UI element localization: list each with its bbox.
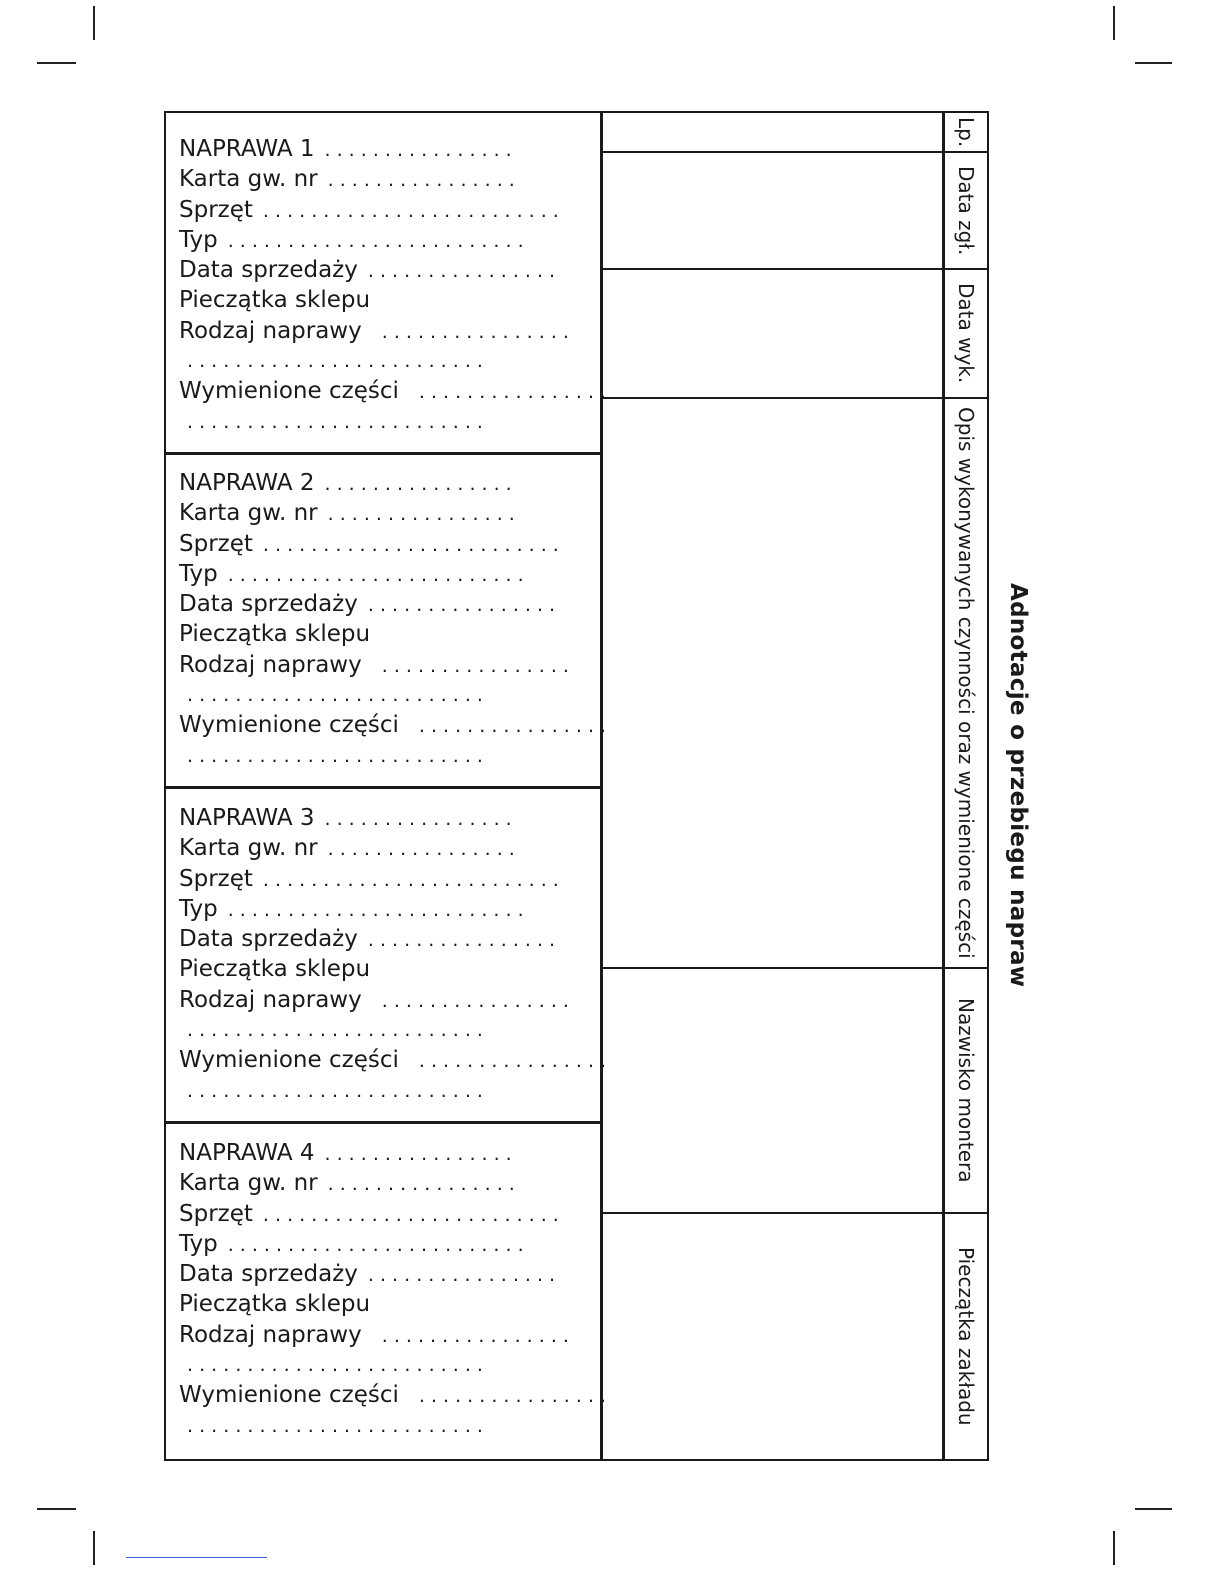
dotted-field: . . . . . . . . . . . . . . . . xyxy=(418,1050,607,1073)
field-label: Wymienione części xyxy=(179,1382,399,1409)
dotted-field: . . . . . . . . . . . . . . . . xyxy=(327,169,515,192)
lp-cell[interactable] xyxy=(603,113,942,151)
dotted-field: . . . . . . . . . . . . . . . . xyxy=(367,929,556,952)
dotted-field: . . . . . . . . . . . . . . . . xyxy=(381,1324,569,1347)
dotted-field: . . . . . . . . . . . . . . . . . . . . . . . . . xyxy=(187,744,483,767)
sprzet-field[interactable] xyxy=(179,864,559,894)
link-underline xyxy=(126,1557,267,1558)
dotted-field: . . . . . . . . . . . . . . . . . . . . . . . . . xyxy=(262,868,559,891)
rodzaj-naprawy-cont[interactable] xyxy=(179,680,552,710)
crop-mark xyxy=(37,62,76,64)
data-sprzedazy-field[interactable] xyxy=(179,924,556,954)
dotted-field: . . . . . . . . . . . . . . . . . . . . . . . . . xyxy=(187,1354,483,1377)
wymienione-czesci-cont[interactable] xyxy=(179,741,552,771)
dotted-field: . . . . . . . . . . . . . . . . xyxy=(324,139,512,161)
dotted-field: . . . . . . . . . . . . . . . . xyxy=(327,503,515,526)
dotted-field: . . . . . . . . . . . . . . . . . . . . . . . . . xyxy=(262,1203,559,1226)
field-label: Typ xyxy=(179,1230,218,1257)
opis-cell[interactable] xyxy=(603,399,942,967)
rodzaj-naprawy-cont[interactable] xyxy=(179,1350,552,1380)
typ-field[interactable] xyxy=(179,1229,552,1259)
dotted-field: . . . . . . . . . . . . . . . . . . . . . . . . . xyxy=(187,1019,483,1042)
header-data-zgl xyxy=(944,153,988,268)
pieczatka-zakladu-cell[interactable] xyxy=(603,1214,942,1458)
field-label: Typ xyxy=(179,895,218,922)
dotted-field: . . . . . . . . . . . . . . . . xyxy=(324,1143,512,1165)
sprzet-field[interactable] xyxy=(179,529,559,559)
dotted-field: . . . . . . . . . . . . . . . . . . . . . . . . . xyxy=(187,684,483,707)
field-label: Data sprzedaży xyxy=(179,591,358,618)
repair-block-1 xyxy=(166,113,607,437)
dotted-field: . . . . . . . . . . . . . . . . xyxy=(381,989,569,1012)
wymienione-czesci-cont[interactable] xyxy=(179,1076,552,1106)
dotted-field: . . . . . . . . . . . . . . . . . . . . . . . . . xyxy=(227,563,524,586)
crop-mark xyxy=(1113,6,1115,40)
karta-field[interactable] xyxy=(179,833,552,863)
pieczatka-sklepu-field[interactable] xyxy=(179,954,552,984)
repair-heading-text: NAPRAWA 1 xyxy=(179,136,315,162)
repair-heading-text: NAPRAWA 2 xyxy=(179,470,315,496)
dotted-field: . . . . . . . . . . . . . . . . . . . . . . . . . xyxy=(187,410,483,433)
crop-mark xyxy=(1113,1531,1115,1565)
wymienione-czesci-field[interactable] xyxy=(179,710,607,740)
data-sprzedazy-field[interactable] xyxy=(179,589,556,619)
rodzaj-naprawy-cont[interactable] xyxy=(179,1015,552,1045)
field-label: Sprzęt xyxy=(179,865,253,892)
rodzaj-naprawy-field[interactable] xyxy=(179,650,569,680)
dotted-field: . . . . . . . . . . . . . . . . . . . . . . . . . xyxy=(187,1079,483,1102)
sprzet-field[interactable] xyxy=(179,1199,559,1229)
field-label: Karta gw. nr xyxy=(179,166,318,193)
field-label: Karta gw. nr xyxy=(179,1170,318,1197)
repair-heading-text: NAPRAWA 4 xyxy=(179,1140,315,1166)
header-label: Data wyk. xyxy=(954,283,978,384)
field-label: Rodzaj naprawy xyxy=(179,986,362,1013)
field-label: Pieczątka sklepu xyxy=(179,1291,371,1318)
repair-block-3 xyxy=(166,782,607,1106)
dotted-field: . . . . . . . . . . . . . . . . . . . . . . . . . xyxy=(262,199,559,222)
karta-field[interactable] xyxy=(179,164,552,194)
rodzaj-naprawy-cont[interactable] xyxy=(179,346,552,376)
dotted-field: . . . . . . . . . . . . . . . . xyxy=(418,715,607,738)
crop-mark xyxy=(1135,1508,1172,1510)
crop-mark xyxy=(93,1531,95,1565)
header-data-wyk xyxy=(944,270,988,397)
field-label: Wymienione części xyxy=(179,378,399,405)
wymienione-czesci-cont[interactable] xyxy=(179,1411,552,1441)
dotted-field: . . . . . . . . . . . . . . . . xyxy=(327,838,515,861)
field-label: Karta gw. nr xyxy=(179,835,318,862)
karta-field[interactable] xyxy=(179,1168,552,1198)
rodzaj-naprawy-field[interactable] xyxy=(179,985,569,1015)
repair-block-2 xyxy=(166,447,607,771)
header-nazwisko xyxy=(944,969,988,1212)
rodzaj-naprawy-field[interactable] xyxy=(179,1320,569,1350)
pieczatka-sklepu-field[interactable] xyxy=(179,1289,552,1319)
dotted-field: . . . . . . . . . . . . . . . . xyxy=(418,1385,607,1408)
field-label: Wymienione części xyxy=(179,712,399,739)
dotted-field: . . . . . . . . . . . . . . . . xyxy=(324,473,512,495)
nazwisko-cell[interactable] xyxy=(603,969,942,1212)
dotted-field: . . . . . . . . . . . . . . . . xyxy=(367,1264,556,1287)
wymienione-czesci-field[interactable] xyxy=(179,1045,607,1075)
crop-mark xyxy=(37,1508,76,1510)
field-label: Pieczątka sklepu xyxy=(179,621,371,648)
pieczatka-sklepu-field[interactable] xyxy=(179,285,552,315)
repair-heading-text: NAPRAWA 3 xyxy=(179,805,315,831)
dotted-field: . . . . . . . . . . . . . . . . xyxy=(367,594,556,617)
typ-field[interactable] xyxy=(179,225,552,255)
header-label: Pieczątka zakładu xyxy=(954,1246,978,1426)
dotted-field: . . . . . . . . . . . . . . . . xyxy=(381,654,569,677)
dotted-field: . . . . . . . . . . . . . . . . . . . . . . . . . xyxy=(187,350,483,373)
header-label: Opis wykonywanych czynności oraz wymienione części xyxy=(954,407,978,959)
pieczatka-sklepu-field[interactable] xyxy=(179,619,552,649)
field-label: Typ xyxy=(179,560,218,587)
sprzet-field[interactable] xyxy=(179,195,559,225)
repair-heading[interactable] xyxy=(179,1138,552,1168)
dotted-field: . . . . . . . . . . . . . . . . . . . . . . . . . xyxy=(227,898,524,921)
field-label: Data sprzedaży xyxy=(179,1261,358,1288)
field-label: Rodzaj naprawy xyxy=(179,651,362,678)
field-label: Data sprzedaży xyxy=(179,257,358,284)
typ-field[interactable] xyxy=(179,559,552,589)
repair-block-4 xyxy=(166,1117,607,1441)
field-label: Sprzęt xyxy=(179,530,253,557)
page-title-text: Adnotacje o przebiegu napraw xyxy=(1005,582,1031,988)
header-lp xyxy=(944,113,988,151)
repair-heading[interactable] xyxy=(179,134,552,164)
dotted-field: . . . . . . . . . . . . . . . . xyxy=(324,808,512,830)
dotted-field: . . . . . . . . . . . . . . . . . . . . . . . . . xyxy=(187,1414,483,1437)
field-label: Pieczątka sklepu xyxy=(179,287,371,314)
dotted-field: . . . . . . . . . . . . . . . . . . . . . . . . . xyxy=(262,533,559,556)
dotted-field: . . . . . . . . . . . . . . . . . . . . . . . . . xyxy=(227,229,524,252)
header-opis xyxy=(944,399,988,967)
header-pieczatka-zakladu xyxy=(944,1214,988,1458)
field-label: Pieczątka sklepu xyxy=(179,956,371,983)
header-label: Data zgł. xyxy=(954,165,978,256)
field-label: Karta gw. nr xyxy=(179,500,318,527)
repair-log-form xyxy=(164,111,989,1461)
data-sprzedazy-field[interactable] xyxy=(179,1259,556,1289)
rodzaj-naprawy-field[interactable] xyxy=(179,316,569,346)
crop-mark xyxy=(1135,62,1172,64)
dotted-field: . . . . . . . . . . . . . . . . xyxy=(327,1173,515,1196)
typ-field[interactable] xyxy=(179,894,552,924)
data-wyk-cell[interactable] xyxy=(603,270,942,397)
field-label: Sprzęt xyxy=(179,196,253,223)
data-sprzedazy-field[interactable] xyxy=(179,255,556,285)
field-label: Sprzęt xyxy=(179,1200,253,1227)
repair-heading[interactable] xyxy=(179,468,552,498)
repair-heading[interactable] xyxy=(179,803,552,833)
field-label: Rodzaj naprawy xyxy=(179,317,362,344)
wymienione-czesci-field[interactable] xyxy=(179,376,607,406)
page-title xyxy=(994,110,1042,1460)
header-label: Nazwisko montera xyxy=(954,998,978,1183)
dotted-field: . . . . . . . . . . . . . . . . xyxy=(367,260,556,283)
crop-mark xyxy=(93,6,95,40)
field-label: Typ xyxy=(179,226,218,253)
field-label: Data sprzedaży xyxy=(179,926,358,953)
dotted-field: . . . . . . . . . . . . . . . . xyxy=(381,320,569,343)
data-zgl-cell[interactable] xyxy=(603,153,942,268)
karta-field[interactable] xyxy=(179,498,552,528)
wymienione-czesci-cont[interactable] xyxy=(179,407,552,437)
dotted-field: . . . . . . . . . . . . . . . . xyxy=(418,381,607,404)
field-label: Wymienione części xyxy=(179,1047,399,1074)
wymienione-czesci-field[interactable] xyxy=(179,1380,607,1410)
field-label: Rodzaj naprawy xyxy=(179,1321,362,1348)
dotted-field: . . . . . . . . . . . . . . . . . . . . . . . . . xyxy=(227,1233,524,1256)
header-label: Lp. xyxy=(954,116,978,148)
